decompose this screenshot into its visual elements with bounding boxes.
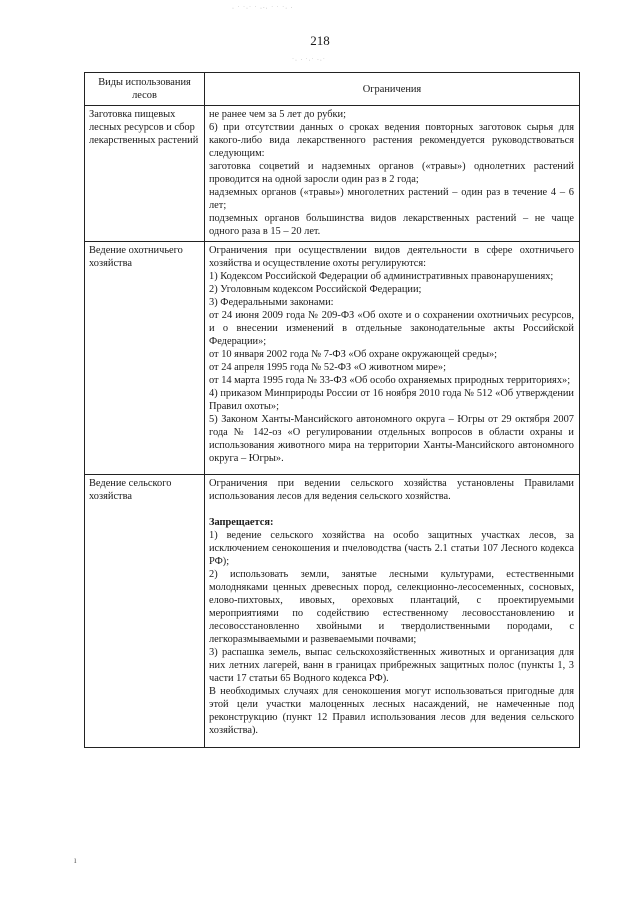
restriction-paragraph: подземных органов большинства видов лекарственных растений – не чаще одного раза в 15 – 20 лет. <box>209 213 574 237</box>
paragraph-gap <box>209 503 574 516</box>
restriction-paragraph: 5) Законом Ханты-Мансийского автономного округа – Югры от 29 октября 2007 года № 142-оз «О регулировании отдельных вопросов в области охраны и использования животного мира на территории Ханты-Мансийского автономного округа – Югры». <box>209 414 574 464</box>
restriction-paragraph: надземных органов («травы») многолетних растений – один раз в течение 4 – 6 лет; <box>209 187 574 211</box>
prohibited-label: Запрещается: <box>209 517 274 528</box>
restriction-paragraph: 4) приказом Минприроды России от 16 ноября 2010 года № 512 «Об утверждении Правил охоты»; <box>209 388 574 412</box>
restriction-paragraph: 1) Кодексом Российской Федерации об административных правонарушениях; <box>209 271 554 282</box>
header-forest-use-kinds: Виды использования лесов <box>85 73 205 106</box>
restriction-paragraph: Ограничения при осуществлении видов деятельности в сфере охотничьего хозяйства и осуществление охоты регулируются: <box>209 245 574 269</box>
restriction-paragraph: не ранее чем за 5 лет до рубки; <box>209 109 346 120</box>
restriction-paragraph: заготовка соцветий и надземных органов («травы») однолетних растений проводится на одной заросли один раз в 2 года; <box>209 161 574 185</box>
restrictions-table <box>84 72 580 748</box>
table-row-food-resources <box>85 106 580 242</box>
table-row-agriculture <box>85 475 580 748</box>
table-row-hunting <box>85 242 580 475</box>
restriction-paragraph: 3) распашка земель, выпас сельскохозяйственных животных и организация для них летних лагерей, ванн в границах прибрежных защитных полос (пункты 1, 3 части 17 статьи 65 Водного кодекса РФ). <box>209 647 574 684</box>
restriction-paragraph: от 14 марта 1995 года № 33-ФЗ «Об особо охраняемых природных территориях»; <box>209 375 571 386</box>
restrictions-cell <box>205 242 580 475</box>
margin-mark: ı <box>74 855 77 865</box>
scan-artifact-top: · ˙ ˙·˙ ˙ ·ˑ· ˙ ˙ ˙· ˑ <box>232 6 294 12</box>
table-header-row <box>85 73 580 106</box>
kind-cell: Ведение сельского хозяйства <box>85 475 205 748</box>
restriction-paragraph: 1) ведение сельского хозяйства на особо защитных участках лесов, за исключением сенокошения и пчеловодства (часть 2.1 статьи 107 Лесного кодекса РФ); <box>209 530 574 567</box>
restriction-paragraph: 2) Уголовным кодексом Российской Федерации; <box>209 284 422 295</box>
scan-artifact-under-number: ˙· ˑ ˙·˙ ˑ·˙ <box>292 58 326 64</box>
restriction-intro: Ограничения при ведении сельского хозяйства установлены Правилами использования лесов для ведения сельского хозяйства. <box>209 478 574 502</box>
restriction-paragraph: 6) при отсутствии данных о сроках ведения повторных заготовок сырья для какого-либо вида лекарственного растения рекомендуется руководствоваться следующим: <box>209 122 574 159</box>
restriction-paragraph: 2) использовать земли, занятые лесными культурами, естественными молодняками ценных древесных пород, селекционно-лесосеменных, сосновых, елово-пихтовых, ивовых, ореховых плантаций, с проектируемыми мероприятиями по содействию естественному лесовосстановлению и лесовосстановленно хвойными и твердолиственными породами, с легкоразмываемыми и развеваемыми почвами; <box>209 569 574 645</box>
kind-cell: Ведение охотничьего хозяйства <box>85 242 205 475</box>
restrictions-cell <box>205 106 580 242</box>
restriction-paragraph: В необходимых случаях для сенокошения могут использоваться пригодные для этой цели участки малоценных лесных насаждений, не намеченные под реконструкцию (пункт 12 Правил использования лесов для ведения сельского хозяйства). <box>209 686 574 736</box>
page-number: 218 <box>310 33 330 48</box>
restriction-paragraph: от 10 января 2002 года № 7-ФЗ «Об охране окружающей среды»; <box>209 349 498 360</box>
restriction-paragraph: 3) Федеральными законами: <box>209 297 334 308</box>
restriction-paragraph: от 24 апреля 1995 года № 52-ФЗ «О животном мире»; <box>209 362 446 373</box>
kind-cell: Заготовка пищевых лесных ресурсов и сбор лекарственных растений <box>85 106 205 242</box>
restriction-paragraph: от 24 июня 2009 года № 209-ФЗ «Об охоте и о сохранении охотничьих ресурсов, и о внесении изменений в отдельные законодательные акты Российской Федерации»; <box>209 310 574 347</box>
header-restrictions: Ограничения <box>205 73 580 106</box>
restrictions-cell <box>205 475 580 748</box>
